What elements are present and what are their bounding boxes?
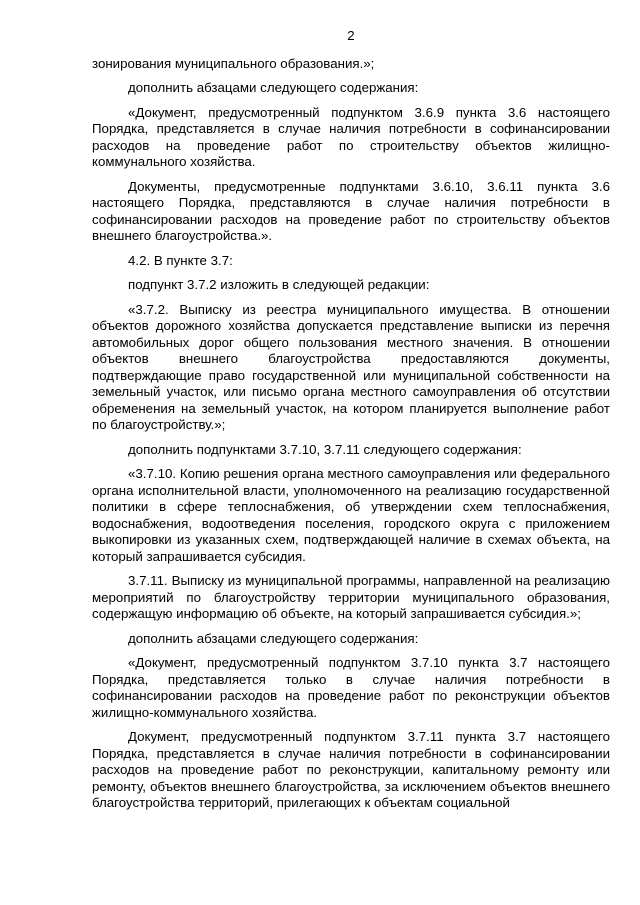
paragraph: дополнить абзацами следующего содержания: (128, 80, 419, 95)
paragraph: зонирования муниципального образования.»; (92, 55, 375, 71)
document-body (92, 56, 610, 812)
paragraph: 4.2. В пункте 3.7: (128, 252, 233, 268)
paragraph: «Документ, предусмотренный подпунктом 3.7.10 пункта 3.7 настоящего Порядка, представляется только в случае наличия потребности в софинансировании расходов на проведение работ по реконструкции объектов жилищно-коммунального хозяйства. (92, 655, 610, 720)
paragraph: «3.7.2. Выписку из реестра муниципального имущества. В отношении объектов дорожного хозяйства допускается представление выписки из перечня автомобильных дорог общего пользования местного значения. В отношении объектов внешнего благоустройства предоставляются документы, подтверждающие право государственной или муниципальной собственности на земельный участок, или письмо органа местного самоуправления об отсутствии обременения на земельный участок, на котором планируется выполнение работ по благоустройству.»; (92, 301, 610, 432)
paragraph: дополнить абзацами следующего содержания: (128, 630, 419, 646)
paragraph: Документы, предусмотренные подпунктами 3.6.10, 3.6.11 пункта 3.6 настоящего Порядка, представляются в случае наличия потребности в софинансировании расходов на проведение работ по строительству объектов внешнего благоустройства.». (92, 178, 610, 243)
page-number: 2 (347, 28, 355, 43)
paragraph: 3.7.11. Выписку из муниципальной программы, направленной на реализацию мероприятий по благоустройству территории муниципального образования, содержащую информацию об объекте, на который запрашивается субсидия.»; (92, 573, 610, 621)
paragraph: дополнить подпунктами 3.7.10, 3.7.11 следующего содержания: (128, 441, 522, 457)
paragraph: Документ, предусмотренный подпунктом 3.7.11 пункта 3.7 настоящего Порядка, представляется в случае наличия потребности в софинансировании расходов на проведение работ по реконструкции, капитальному ремонту или ремонту, объектов внешнего благоустройства, за исключением объектов внешнего благоустройства территорий, прилегающих к объектам социальной (92, 729, 610, 810)
paragraph: «3.7.10. Копию решения органа местного самоуправления или федерального органа исполнительной власти, уполномоченного на реализацию государственной политики в сфере теплоснабжения, об утверждении схем теплоснабжения, водоснабжения, водоотведения поселения, городского округа с приложением выкопировки из указанных схем, подтверждающей наличие в схемах объекта, на который запрашивается субсидия. (92, 466, 610, 564)
paragraph: «Документ, предусмотренный подпунктом 3.6.9 пункта 3.6 настоящего Порядка, представляется в случае наличия потребности в софинансировании расходов на проведение работ по строительству объектов жилищно-коммунального хозяйства. (92, 104, 610, 169)
paragraph: подпункт 3.7.2 изложить в следующей редакции: (128, 277, 430, 292)
document-page (92, 28, 610, 820)
